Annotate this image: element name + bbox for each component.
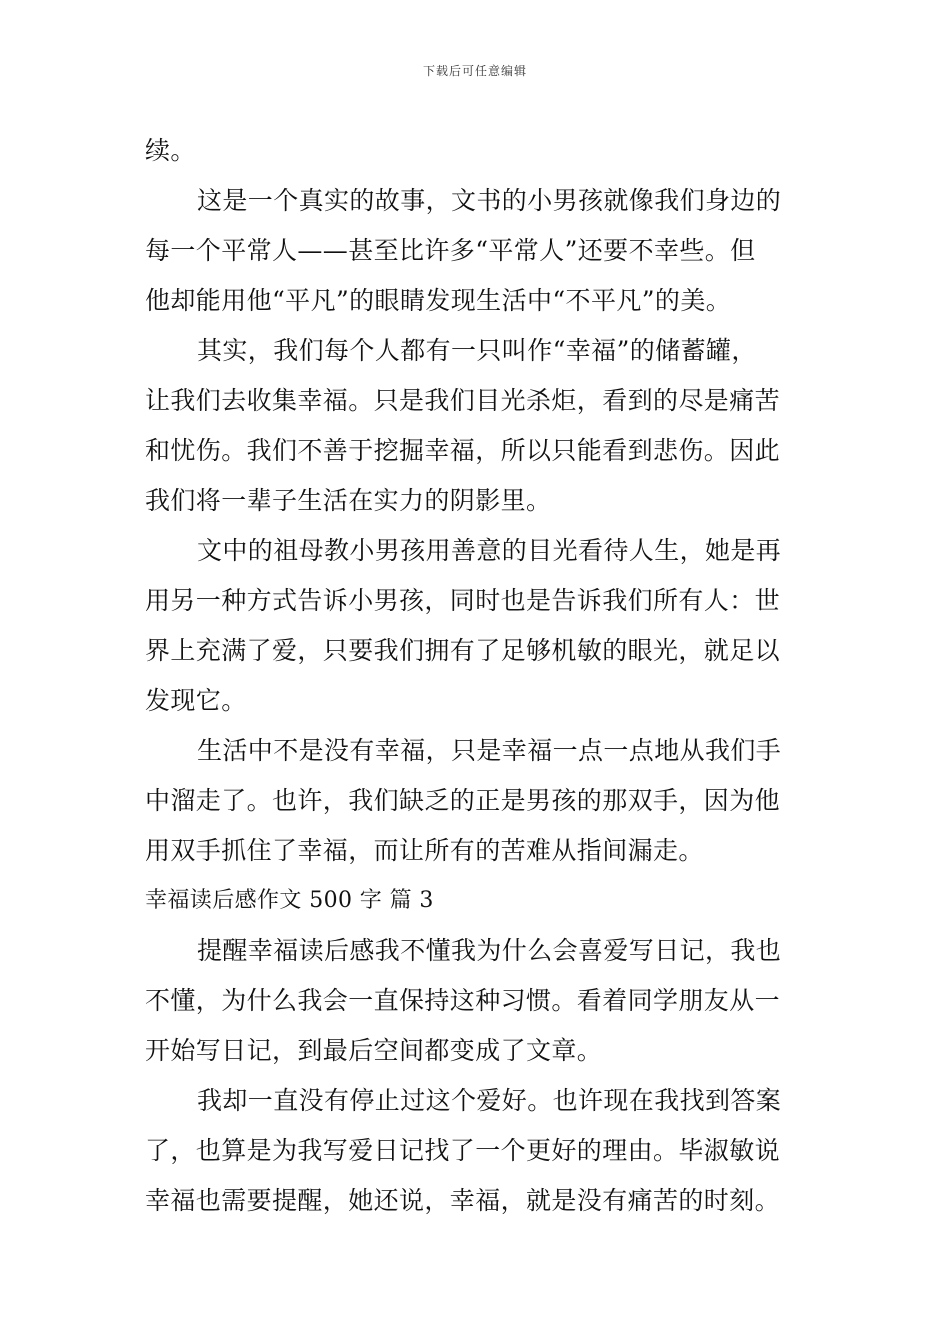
page-header: 下载后可任意编辑	[422, 64, 527, 78]
text-line: 和忧伤。我们不善于挖掘幸福，所以只能看到悲伤。因此	[145, 436, 781, 465]
text-line: 我却一直没有停止过这个爱好。也许现在我找到答案	[197, 1086, 782, 1115]
paragraph	[145, 176, 811, 326]
paragraph	[145, 726, 811, 876]
text-line: 中溜走了。也许，我们缺乏的正是男孩的那双手，因为他	[145, 786, 781, 815]
text-line: 我们将一辈子生活在实力的阴影里。	[145, 486, 552, 515]
text-line: 用另一种方式告诉小男孩，同时也是告诉我们所有人：世	[145, 586, 781, 615]
paragraph	[145, 926, 811, 1076]
document-body	[145, 126, 811, 1226]
text-line: 用双手抓住了幸福，而让所有的苦难从指间漏走。	[145, 836, 704, 865]
text-line: 文中的祖母教小男孩用善意的目光看待人生，她是再	[197, 536, 782, 565]
text-line: 其实，我们每个人都有一只叫作“幸福”的储蓄罐，	[197, 336, 757, 365]
text-line: 发现它。	[145, 686, 247, 715]
paragraph	[145, 126, 811, 176]
section-heading: 幸福读后感作文 500 字 篇 3	[145, 888, 434, 913]
paragraph	[145, 326, 811, 526]
text-line: 幸福也需要提醒，她还说，幸福，就是没有痛苦的时刻。	[145, 1186, 781, 1215]
paragraph	[145, 1076, 811, 1226]
text-line: 他却能用他“平凡”的眼睛发现生活中“不平凡”的美。	[145, 286, 732, 315]
paragraph	[145, 526, 811, 726]
text-line: 让我们去收集幸福。只是我们目光杀炬，看到的尽是痛苦	[145, 386, 781, 415]
text-line: 提醒幸福读后感我不懂我为什么会喜爱写日记，我也	[197, 936, 782, 965]
text-line: 不懂，为什么我会一直保持这种习惯。看着同学朋友从一	[145, 986, 781, 1015]
text-line: 界上充满了爱，只要我们拥有了足够机敏的眼光，就足以	[145, 636, 781, 665]
text-line: 这是一个真实的故事，文书的小男孩就像我们身边的	[197, 186, 782, 215]
text-line: 了，也算是为我写爱日记找了一个更好的理由。毕淑敏说	[145, 1136, 781, 1165]
text-line: 生活中不是没有幸福，只是幸福一点一点地从我们手	[197, 736, 782, 765]
text-line: 续。	[145, 136, 196, 165]
text-line: 每一个平常人——甚至比许多“平常人”还要不幸些。但	[145, 236, 756, 265]
text-line: 开始写日记，到最后空间都变成了文章。	[145, 1036, 603, 1065]
